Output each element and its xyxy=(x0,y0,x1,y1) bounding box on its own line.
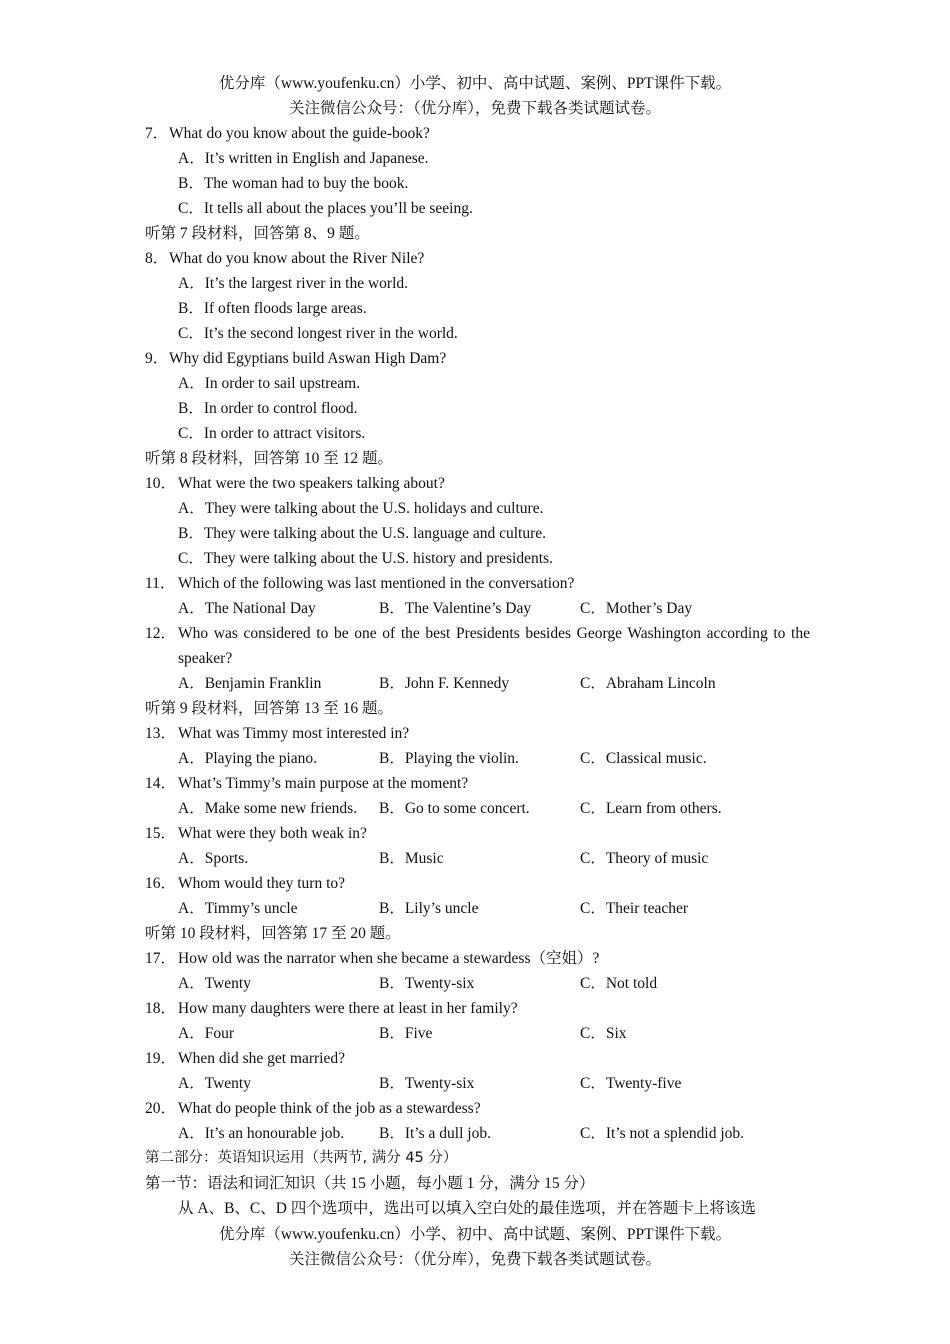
question-20 xyxy=(145,1096,810,1121)
options-row xyxy=(145,671,810,696)
option-b: B．If often floods large areas. xyxy=(178,300,367,317)
question-19 xyxy=(145,1046,810,1071)
questions-body xyxy=(145,121,810,1221)
section-heading-10: 听第 10 段材料，回答第 17 至 20 题。 xyxy=(145,925,401,942)
question-text: Which of the following was last mentioned in the conversation? xyxy=(178,575,575,592)
question-8 xyxy=(145,246,810,271)
option-a: A．Benjamin Franklin xyxy=(178,675,322,692)
footer-line-2: 关注微信公众号：（优分库），免费下载各类试题试卷。 xyxy=(288,1251,661,1268)
option-c: C．In order to attract visitors. xyxy=(178,425,366,442)
option-c: C．Not told xyxy=(580,975,658,992)
option-a: A．In order to sail upstream. xyxy=(178,375,361,392)
option-c: C．Learn from others. xyxy=(580,800,722,817)
option-a: A．It’s an honourable job. xyxy=(178,1125,345,1142)
options-row xyxy=(145,1021,810,1046)
question-number: 11． xyxy=(145,575,176,592)
question-number: 13． xyxy=(145,725,177,742)
section-heading-9: 听第 9 段材料，回答第 13 至 16 题。 xyxy=(145,700,394,717)
options-row xyxy=(145,746,810,771)
option-b: B．Five xyxy=(379,1025,433,1042)
options-row xyxy=(145,971,810,996)
option-b: B．John F. Kennedy xyxy=(379,675,510,692)
option-c: C．Twenty-five xyxy=(580,1075,682,1092)
option-a: A．Make some new friends. xyxy=(178,800,358,817)
part-two-instruction: 从 A、B、C、D 四个选项中，选出可以填入空白处的最佳选项，并在答题卡上将该选 xyxy=(178,1200,756,1217)
option-c: C．Abraham Lincoln xyxy=(580,675,716,692)
option-c: C．Mother’s Day xyxy=(580,600,693,617)
options-row xyxy=(145,896,810,921)
header-line-2: 关注微信公众号：（优分库），免费下载各类试题试卷。 xyxy=(288,100,661,117)
options-row xyxy=(145,1071,810,1096)
options-row xyxy=(145,596,810,621)
option-a: A．Playing the piano. xyxy=(178,750,318,767)
question-13 xyxy=(145,721,810,746)
option-b: B．The Valentine’s Day xyxy=(379,600,532,617)
part-two-title: 第二部分：英语知识运用（共两节, 满分 45 分） xyxy=(145,1150,458,1166)
question-number: 12． xyxy=(145,625,177,642)
option-a: A．It’s the largest river in the world. xyxy=(178,275,409,292)
question-text: How old was the narrator when she became a stewardess（空姐）? xyxy=(178,950,600,967)
option-b: B．The woman had to buy the book. xyxy=(178,175,409,192)
question-10 xyxy=(145,471,810,496)
part-two-subsection: 第一节：语法和词汇知识（共 15 小题，每小题 1 分，满分 15 分） xyxy=(145,1175,595,1192)
question-number: 19． xyxy=(145,1050,177,1067)
question-number: 15． xyxy=(145,825,177,842)
question-number: 10． xyxy=(145,475,177,492)
question-number: 16． xyxy=(145,875,177,892)
option-b: B．It’s a dull job. xyxy=(379,1125,491,1142)
question-9 xyxy=(145,346,810,371)
question-text: What do you know about the guide-book? xyxy=(169,125,430,142)
option-b: B．They were talking about the U.S. language and culture. xyxy=(178,525,547,542)
options-row xyxy=(145,796,810,821)
option-c: C．Theory of music xyxy=(580,850,709,867)
option-b: B．Music xyxy=(379,850,444,867)
question-text: What do people think of the job as a stewardess? xyxy=(178,1100,481,1117)
option-b: B．Twenty-six xyxy=(379,1075,475,1092)
option-b: B．Playing the violin. xyxy=(379,750,519,767)
question-text: How many daughters were there at least in her family? xyxy=(178,1000,518,1017)
options-row xyxy=(145,846,810,871)
question-number: 14． xyxy=(145,775,177,792)
section-heading-8: 听第 8 段材料，回答第 10 至 12 题。 xyxy=(145,450,394,467)
option-a: A．Sports. xyxy=(178,850,249,867)
option-c: C．It’s not a splendid job. xyxy=(580,1125,745,1142)
option-a: A．It’s written in English and Japanese. xyxy=(178,150,429,167)
question-15 xyxy=(145,821,810,846)
option-b: B．Twenty-six xyxy=(379,975,475,992)
question-text: Who was considered to be one of the best Presidents besides George Washington according to the speaker? xyxy=(178,625,810,667)
question-number: 17． xyxy=(145,950,177,967)
footer-line-1: 优分库（www.youfenku.cn）小学、初中、高中试题、案例、PPT课件下载。 xyxy=(218,1226,732,1243)
section-heading-7: 听第 7 段材料，回答第 8、9 题。 xyxy=(145,225,370,242)
option-b: B．Lily’s uncle xyxy=(379,900,479,917)
question-text: What was Timmy most interested in? xyxy=(178,725,410,742)
option-b: B．In order to control flood. xyxy=(178,400,358,417)
question-11 xyxy=(145,571,810,596)
question-number: 7． xyxy=(145,125,169,142)
question-text: What were the two speakers talking about? xyxy=(178,475,445,492)
question-text: Why did Egyptians build Aswan High Dam? xyxy=(169,350,447,367)
options-row xyxy=(145,1121,810,1146)
question-text: What were they both weak in? xyxy=(178,825,367,842)
question-12 xyxy=(145,621,810,671)
question-text: What’s Timmy’s main purpose at the moment? xyxy=(178,775,469,792)
option-a: A．The National Day xyxy=(178,600,316,617)
question-18 xyxy=(145,996,810,1021)
question-14 xyxy=(145,771,810,796)
option-a: A．Four xyxy=(178,1025,234,1042)
question-number: 8． xyxy=(145,250,169,267)
question-text: Whom would they turn to? xyxy=(178,875,346,892)
option-c: C．Their teacher xyxy=(580,900,689,917)
question-number: 9． xyxy=(145,350,169,367)
option-c: C．Classical music. xyxy=(580,750,707,767)
option-c: C．It’s the second longest river in the world. xyxy=(178,325,458,342)
option-a: A．Twenty xyxy=(178,1075,251,1092)
question-number: 18． xyxy=(145,1000,177,1017)
option-c: C．They were talking about the U.S. history and presidents. xyxy=(178,550,553,567)
option-c: C．Six xyxy=(580,1025,627,1042)
question-16 xyxy=(145,871,810,896)
option-b: B．Go to some concert. xyxy=(379,800,530,817)
question-text: What do you know about the River Nile? xyxy=(169,250,425,267)
option-a: A．Timmy’s uncle xyxy=(178,900,298,917)
option-a: A．They were talking about the U.S. holidays and culture. xyxy=(178,500,544,517)
header-line-1: 优分库（www.youfenku.cn）小学、初中、高中试题、案例、PPT课件下载。 xyxy=(218,75,732,92)
option-c: C．It tells all about the places you’ll be seeing. xyxy=(178,200,473,217)
option-a: A．Twenty xyxy=(178,975,251,992)
question-17 xyxy=(145,946,810,971)
question-text: When did she get married? xyxy=(178,1050,345,1067)
question-number: 20． xyxy=(145,1100,177,1117)
question-7 xyxy=(145,121,810,146)
